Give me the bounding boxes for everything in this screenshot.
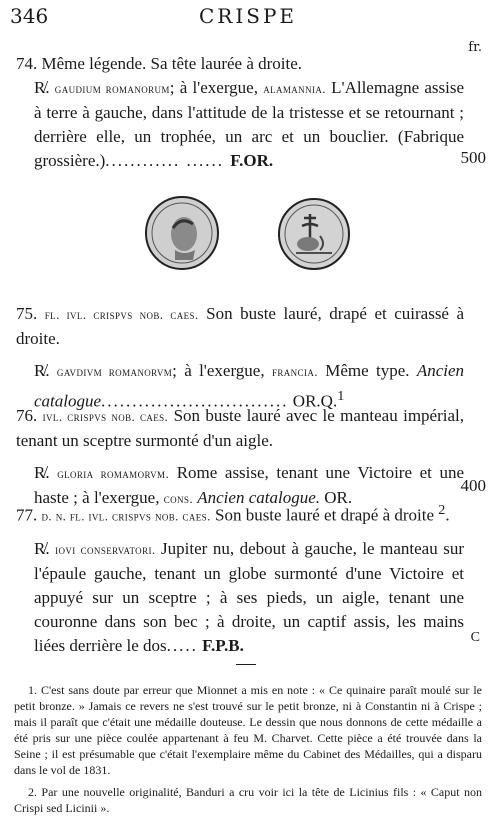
entry-77-reverse [16, 537, 464, 658]
grade: OR.Q. [292, 391, 338, 411]
entry-74-reverse [16, 76, 464, 173]
reverse-mark: R̸. [34, 463, 50, 482]
entry-75-obverse [16, 302, 464, 351]
reverse-legend: gloria romamorvm. [57, 466, 170, 481]
catalogue-ref: Ancien catalogue [34, 361, 465, 411]
exergue-text: cons. [163, 491, 193, 506]
exergue-intro: ; à l'exergue, [172, 361, 265, 380]
obverse-text: Son buste lauré, drapé et cuirassé à droite. [16, 304, 465, 348]
reverse-mark: R̸. [34, 538, 50, 558]
entry-number: 74. [16, 54, 38, 73]
leader-dots: .............................. [101, 391, 289, 411]
exergue-intro: ; à l'exergue, [169, 78, 258, 97]
entry-74-obverse [16, 52, 464, 76]
footnote-2: 2. Par une nouvelle originalité, Banduri a cru voir ici la tête de Licinius fils : « Caput non Crispi sed Licinii ». [14, 785, 482, 815]
entry-number: 77. [16, 505, 38, 525]
value-77: C [470, 630, 480, 645]
footnote-ref: 2 [438, 502, 446, 518]
running-title: CRISPE [198, 4, 298, 28]
coin-obverse-image [143, 194, 221, 272]
entry-number: 76. [16, 406, 38, 425]
reverse-description: Même type. [325, 361, 410, 380]
obverse-text: Son buste lauré avec le manteau impérial, tenant un sceptre surmonté d'un aigle. [16, 406, 464, 450]
reverse-legend: gavdivm romanorvm [56, 364, 173, 379]
catalogue-ref: Ancien catalogue. [197, 488, 320, 507]
grade: F.OR. [230, 151, 274, 170]
reverse-legend: iovi conservatori. [55, 541, 156, 557]
footnotes [14, 682, 482, 822]
column-heading: fr. [468, 40, 482, 55]
grade: OR. [324, 488, 353, 507]
obverse-text: Son buste lauré et drapé à droite [214, 505, 435, 525]
entry-77 [16, 498, 464, 658]
obverse-legend: fl. ivl. crispvs nob. caes. [44, 307, 199, 322]
entry-77-obverse: 77. d. n. fl. ivl. crispvs nob. caes. Son buste lauré et drapé à droite $^2$. [16, 502, 450, 525]
entry-74 [16, 52, 464, 173]
entry-76-obverse [16, 404, 464, 453]
reverse-legend: gaudium romanorum [54, 81, 170, 96]
footnote-1: 1. C'est sans doute par erreur que Mionnet a mis en note : « Ce quinaire paraît moulé sur le petit bronze. » Jamais ce revers ne s'est trouvé sur le petit bronze, ni à Constantin ni à Crispe ; mais il paraît que c'était une médaille douteuse. Le dessin que nous donnons de cette médaille a été pris sur une pièce coulée appartenant à feu M. Charvet. Cette pièce a été trouvée dans la Seine ; il est présumable que c'était l'exemplaire même du Cabinet des Médailles, qui a disparu dans le vol de 1831. [14, 683, 482, 777]
reverse-description: Rome assise, tenant une Victoire et une haste ; à l'exergue, [34, 463, 464, 507]
obverse-text: Même légende. Sa tête laurée à droite. [41, 54, 303, 73]
section-divider [236, 664, 256, 665]
entry-number: 75. [16, 304, 38, 323]
obverse-legend: d. n. fl. ivl. crispvs nob. caes. [41, 508, 211, 524]
leader-dots: ............ ...... [105, 151, 231, 170]
reverse-mark: R̸. [34, 361, 50, 380]
reverse-description: L'Allemagne assise à terre à gauche, dans l'attitude de la tristesse et se retournant ; derrière elle, un trophée, un arc et un bouclier. (Fabrique grossière.) [34, 78, 465, 170]
grade: F.P.B. [202, 635, 244, 655]
reverse-description: Jupiter nu, debout à gauche, le manteau sur l'épaule gauche, tenant un globe surmonté d'une Victoire et appuyé sur un sceptre ; à ses pieds, un aigle, tenant une couronne dans son bec ; à droite, un captif assis, les mains liées derrière le dos [34, 538, 464, 655]
footnote-ref: 1 [337, 388, 345, 404]
page-number: 346 [10, 4, 49, 28]
entry-76 [16, 404, 464, 511]
leader-dots: ..... [166, 635, 198, 655]
entry-75 [16, 302, 464, 414]
coin-reverse-image [276, 196, 352, 272]
reverse-mark: R̸. [34, 78, 50, 97]
value-76: 400 [460, 476, 486, 495]
value-74: 500 [460, 148, 486, 167]
exergue-text: francia. [271, 364, 318, 379]
exergue-text: alamannia. [263, 81, 326, 96]
obverse-legend: ivl. crispvs nob. caes. [42, 409, 169, 424]
